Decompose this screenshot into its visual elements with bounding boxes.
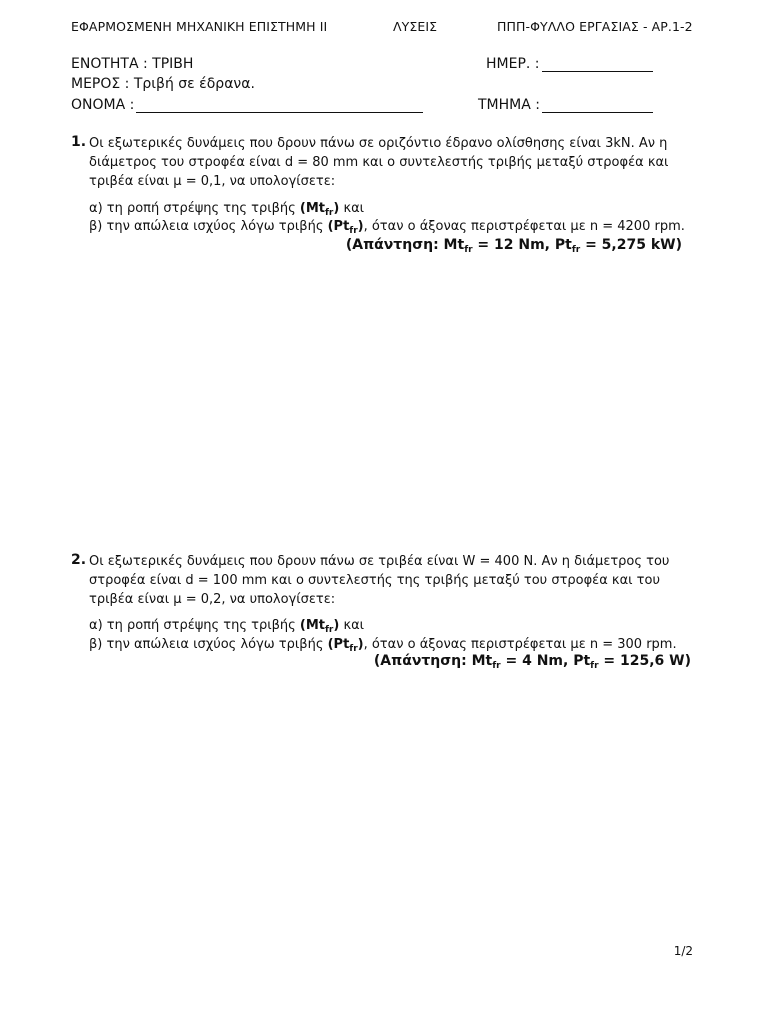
class-row	[478, 97, 653, 113]
torque-symbol: $(Mt_{fr})$	[299, 201, 340, 218]
date-label: ΗΜΕΡ. :	[486, 56, 540, 72]
name-blank[interactable]	[136, 98, 423, 113]
question-line: τριβέα είναι μ = 0,1, να υπολογίσετε:	[89, 174, 336, 189]
worksheet-label: ΠΠΠ-ΦΥΛΛΟ ΕΡΓΑΣΙΑΣ - ΑΡ.1-2	[497, 19, 693, 34]
class-blank[interactable]	[542, 98, 653, 113]
date-row	[486, 56, 653, 72]
question-line: Οι εξωτερικές δυνάμεις που δρουν πάνω σε τριβέα είναι W = 400 N. Αν η διάμετρος του	[89, 554, 670, 569]
question-2-number: 2.	[71, 552, 87, 568]
question-line: διάμετρος του στροφέα είναι d = 80 mm και ο συντελεστής τριβής μεταξύ στροφέα και	[89, 155, 669, 170]
torque-symbol: $(Mt_{fr})$	[299, 618, 340, 635]
question-2-item-a: α) τη ροπή στρέψης της τριβής $(Mt_{fr})$ και	[89, 618, 365, 635]
part-label: ΜΕΡΟΣ : Τριβή σε έδρανα.	[71, 76, 255, 92]
question-2-text	[89, 552, 669, 609]
class-label: ΤΜΗΜΑ :	[478, 97, 540, 113]
question-1-number: 1.	[71, 134, 87, 150]
question-line: τριβέα είναι μ = 0,2, να υπολογίσετε:	[89, 592, 336, 607]
question-line: Οι εξωτερικές δυνάμεις που δρουν πάνω σε οριζόντιο έδρανο ολίσθησης είναι 3kN. Αν η	[89, 136, 668, 151]
name-row	[71, 97, 423, 113]
power-symbol: $(Pt_{fr})$	[327, 219, 364, 236]
question-1-item-b: β) την απώλεια ισχύος λόγω τριβής $(Pt_{fr})$, όταν ο άξονας περιστρέφεται με n = 4200 rpm.	[89, 219, 685, 236]
question-1-answer: (Απάντηση: $Mt_{fr} = 12$ Nm, $Pt_{fr} = 5,275$ kW)	[345, 237, 682, 255]
question-2-item-b: β) την απώλεια ισχύος λόγω τριβής $(Pt_{fr})$, όταν ο άξονας περιστρέφεται με n = 300 rpm.	[89, 637, 677, 654]
question-1-item-a: α) τη ροπή στρέψης της τριβής $(Mt_{fr})$ και	[89, 201, 365, 218]
solutions-label: ΛΥΣΕΙΣ	[393, 19, 438, 34]
question-line: στροφέα είναι d = 100 mm και ο συντελεστής της τριβής μεταξύ του στροφέα και του	[89, 573, 660, 588]
name-label: ΟΝΟΜΑ :	[71, 97, 135, 113]
course-title: ΕΦΑΡΜΟΣΜΕΝΗ ΜΗΧΑΝΙΚΗ ΕΠΙΣΤΗΜΗ ΙΙ	[71, 19, 328, 34]
question-1-text	[89, 134, 668, 191]
power-symbol: $(Pt_{fr})$	[327, 637, 364, 654]
question-2-answer: (Απάντηση: $Mt_{fr} = 4$ Nm, $Pt_{fr} = 125,6$ W)	[373, 653, 691, 671]
date-blank[interactable]	[542, 57, 653, 72]
unit-label: ΕΝΟΤΗΤΑ : ΤΡΙΒΗ	[71, 56, 194, 72]
page-number: 1/2	[673, 944, 693, 958]
